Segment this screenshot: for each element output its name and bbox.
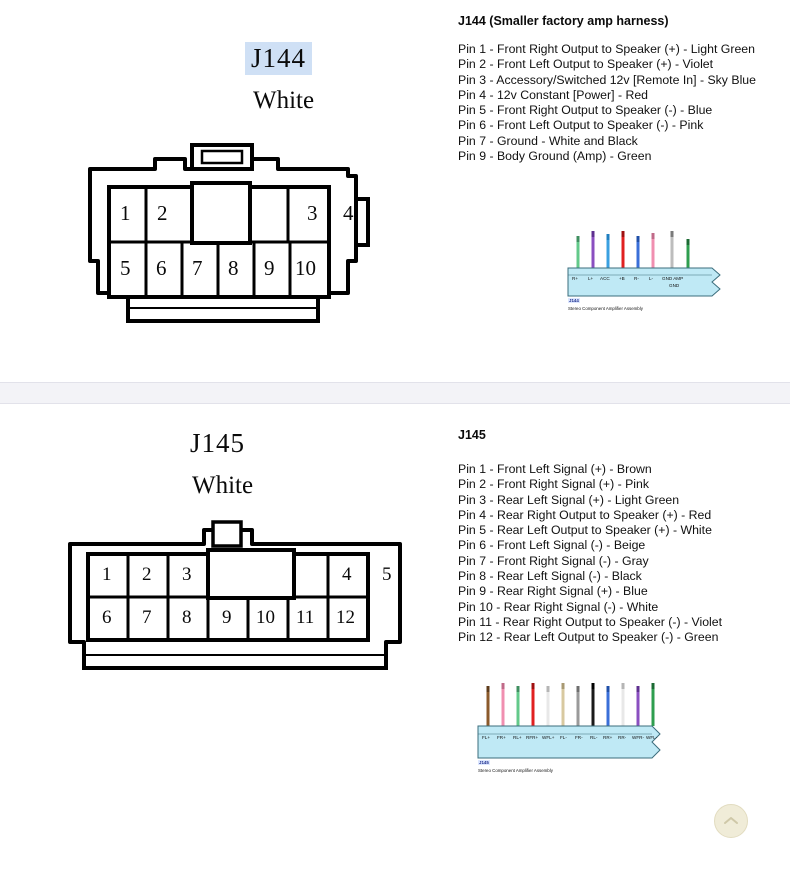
pin-number: 11 [296,607,315,628]
pin-number: 10 [256,607,275,628]
pin-description: Pin 7 - Ground - White and Black [458,133,638,148]
pin-number-row-top-j144 [109,187,379,242]
thumb-tag-j145: J145 [479,760,489,765]
thumb-tag-j144: J144 [569,298,579,303]
thumb-pin-label: +B [619,276,625,281]
pin-number: 12 [336,607,355,628]
thumb-pin-label: L- [649,276,654,281]
pin-number: 6 [102,607,112,628]
pin-description: Pin 1 - Front Left Signal (+) - Brown [458,462,652,476]
pin-description: Pin 5 - Front Right Output to Speaker (-) - Blue [458,103,713,118]
pin-number: 3 [182,564,192,585]
thumb-pin-label: FL- [560,735,567,740]
pin-description: Pin 1 - Front Right Output to Speaker (+) - Light Green [458,42,755,56]
thumb-pin-label: WFL- [646,735,658,740]
pin-description: Pin 3 - Rear Left Signal (+) - Light Green [458,492,680,507]
pin-number-row-bottom-j144 [109,242,379,297]
chevron-up-icon [723,815,739,827]
connector-diagram-j144 [60,34,480,374]
harness-thumbnail-graphic-j144 [562,222,737,314]
pin-description: Pin 9 - Body Ground (Amp) - Green [458,149,652,164]
pin-number: 3 [307,201,318,225]
harness-thumbnail-j145 [474,668,684,778]
connector-label-j144: J144 [245,42,312,75]
pin-description: Pin 4 - Rear Right Output to Speaker (+) - Red [458,507,712,522]
pin-number: 1 [120,201,131,225]
pin-number: 10 [295,256,316,280]
pin-description: Pin 7 - Front Right Signal (-) - Gray [458,553,649,568]
connector-color-j144: White [253,87,315,114]
thumb-pin-label: GND AMP [662,276,684,281]
pin-description: Pin 2 - Front Left Output to Speaker (+) - Violet [458,57,714,72]
pin-number: 4 [343,201,354,225]
pin-description: Pin 9 - Rear Right Signal (+) - Blue [458,584,648,599]
pin-number: 9 [264,256,275,280]
thumb-pin-label: WFL+ [542,735,555,740]
pin-number: 2 [142,564,152,585]
pin-description: Pin 10 - Rear Right Signal (-) - White [458,599,659,614]
connector-diagram-j145 [40,420,480,690]
thumb-caption-j145: Stereo Component Amplifier Assembly [478,768,553,773]
pin-number: 9 [222,607,232,628]
pin-number-row-top-j145 [88,554,428,599]
scroll-to-top-button[interactable] [714,804,748,838]
harness-thumbnail-graphic-j145 [474,668,684,778]
thumb-pin-label: GND [669,283,680,288]
pin-description: Pin 4 - 12v Constant [Power] - Red [458,87,649,102]
pin-number: 4 [342,564,352,585]
info-block-j144 [458,14,788,164]
pin-description: Pin 6 - Front Left Output to Speaker (-) - Pink [458,118,704,133]
thumb-pin-label: RL- [590,735,598,740]
section-divider [0,382,790,404]
thumb-pin-label: WFR- [632,735,644,740]
thumb-pin-label: FR+ [497,735,506,740]
thumb-pin-label: R+ [572,276,579,281]
pin-number: 8 [182,607,192,628]
info-block-j145 [458,428,788,646]
thumb-caption-j144: Stereo Component Amplifier Assembly [568,306,643,311]
pin-number: 5 [382,564,392,585]
pin-description: Pin 3 - Accessory/Switched 12v [Remote In] - Sky Blue [458,72,756,87]
thumb-pin-label: L+ [588,276,594,281]
connector-color-j145: White [192,472,254,499]
pin-description: Pin 11 - Rear Right Output to Speaker (-) - Violet [458,614,723,629]
pin-description: Pin 12 - Rear Left Output to Speaker (-) - Green [458,630,719,645]
thumb-pin-label: ACC [600,276,610,281]
pin-description: Pin 6 - Front Left Signal (-) - Beige [458,538,646,553]
pin-number: 1 [102,564,112,585]
pin-description: Pin 5 - Rear Left Output to Speaker (+) - White [458,523,712,538]
pin-number: 8 [228,256,239,280]
thumb-pin-label: FR- [575,735,583,740]
thumb-pin-label: RR+ [603,735,613,740]
pin-number: 2 [157,201,168,225]
thumb-pin-label: RL+ [513,735,522,740]
pin-number-row-bottom-j145 [88,597,428,642]
thumb-pin-label: RR- [618,735,627,740]
info-title-j145: J145 [458,428,486,442]
pin-description: Pin 2 - Front Right Signal (+) - Pink [458,477,650,492]
pin-number: 7 [192,256,203,280]
thumb-pin-label: R- [634,276,639,281]
connector-label-j145: J145 [190,428,246,458]
pin-number: 6 [156,256,167,280]
pin-number: 7 [142,607,152,628]
harness-thumbnail-j144 [562,222,737,314]
info-title-j144: J144 (Smaller factory amp harness) [458,14,669,28]
pin-number: 5 [120,256,131,280]
thumb-pin-label: FL+ [482,735,491,740]
thumb-pin-label: RFR+ [526,735,539,740]
pin-description: Pin 8 - Rear Left Signal (-) - Black [458,569,642,584]
